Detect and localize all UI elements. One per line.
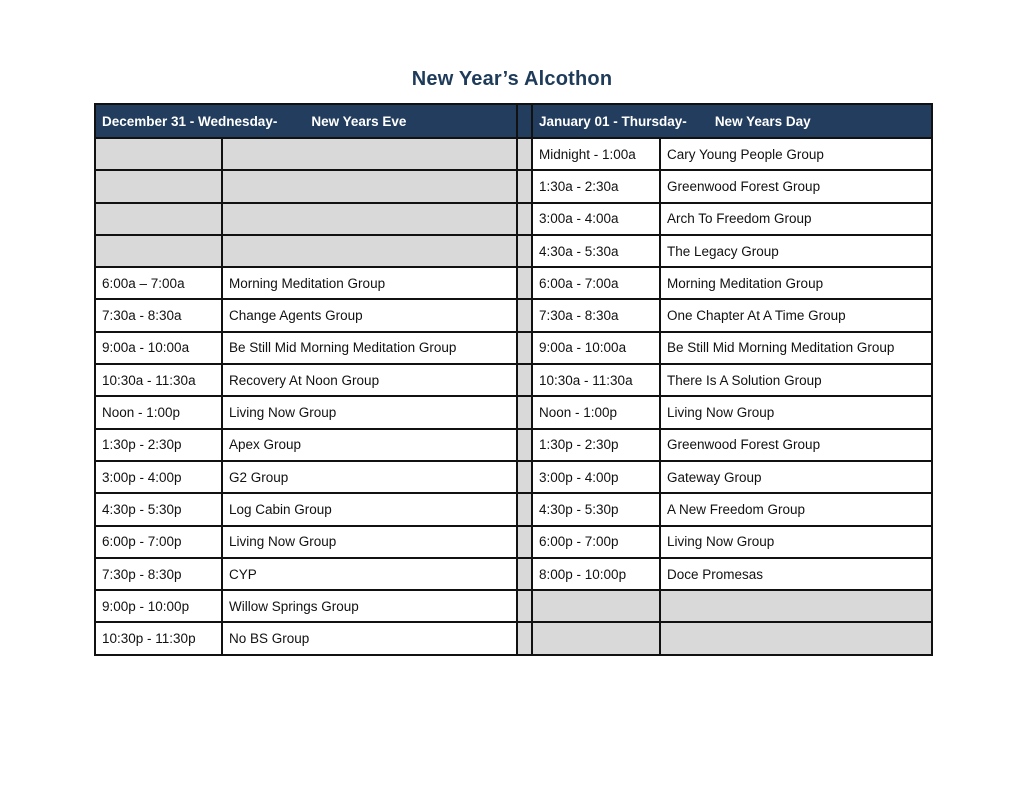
left-group-cell: Recovery At Noon Group — [222, 364, 517, 396]
table-row — [95, 235, 932, 267]
column-divider — [517, 590, 532, 622]
left-time-cell: 7:30p - 8:30p — [95, 558, 222, 590]
right-group-cell: Arch To Freedom Group — [660, 203, 932, 235]
table-row — [95, 461, 932, 493]
left-time-cell — [95, 235, 222, 267]
table-row — [95, 267, 932, 299]
table-row — [95, 622, 932, 654]
column-divider — [517, 235, 532, 267]
table-row — [95, 396, 932, 428]
right-group-cell: Greenwood Forest Group — [660, 429, 932, 461]
right-day-header — [532, 104, 932, 138]
right-group-cell: Living Now Group — [660, 396, 932, 428]
column-divider — [517, 267, 532, 299]
right-group-cell: Cary Young People Group — [660, 138, 932, 170]
left-time-cell: 10:30p - 11:30p — [95, 622, 222, 654]
right-group-cell: Be Still Mid Morning Meditation Group — [660, 332, 932, 364]
right-group-cell: Morning Meditation Group — [660, 267, 932, 299]
column-divider — [517, 170, 532, 202]
right-time-cell: 6:00p - 7:00p — [532, 526, 660, 558]
column-divider — [517, 526, 532, 558]
column-divider — [517, 104, 532, 138]
table-row — [95, 364, 932, 396]
left-group-cell: CYP — [222, 558, 517, 590]
left-time-cell: 9:00a - 10:00a — [95, 332, 222, 364]
left-group-cell: Log Cabin Group — [222, 493, 517, 525]
column-divider — [517, 622, 532, 654]
left-day-date: December 31 - Wednesday- — [102, 113, 278, 129]
left-group-cell: No BS Group — [222, 622, 517, 654]
right-day-label: New Years Day — [714, 113, 811, 129]
right-group-cell: There Is A Solution Group — [660, 364, 932, 396]
page-title: New Year’s Alcothon — [411, 68, 613, 90]
right-time-cell: 6:00a - 7:00a — [532, 267, 660, 299]
right-time-cell: 7:30a - 8:30a — [532, 299, 660, 331]
column-divider — [517, 364, 532, 396]
column-divider — [517, 558, 532, 590]
left-group-cell: Living Now Group — [222, 526, 517, 558]
left-time-cell: 1:30p - 2:30p — [95, 429, 222, 461]
left-time-cell: 7:30a - 8:30a — [95, 299, 222, 331]
right-group-cell: Gateway Group — [660, 461, 932, 493]
right-day-date: January 01 - Thursday- — [539, 113, 687, 129]
right-time-cell: 8:00p - 10:00p — [532, 558, 660, 590]
left-time-cell — [95, 138, 222, 170]
column-divider — [517, 461, 532, 493]
left-group-cell: Willow Springs Group — [222, 590, 517, 622]
table-row — [95, 590, 932, 622]
left-time-cell — [95, 170, 222, 202]
column-divider — [517, 429, 532, 461]
left-time-cell: 9:00p - 10:00p — [95, 590, 222, 622]
right-time-cell — [532, 622, 660, 654]
schedule-table — [94, 103, 933, 656]
right-group-cell: One Chapter At A Time Group — [660, 299, 932, 331]
right-time-cell: 9:00a - 10:00a — [532, 332, 660, 364]
table-row — [95, 203, 932, 235]
right-time-cell: 4:30a - 5:30a — [532, 235, 660, 267]
right-time-cell: 1:30a - 2:30a — [532, 170, 660, 202]
left-group-cell: G2 Group — [222, 461, 517, 493]
table-row — [95, 299, 932, 331]
table-header-row — [95, 104, 932, 138]
left-time-cell: 6:00a – 7:00a — [95, 267, 222, 299]
table-row — [95, 170, 932, 202]
left-group-cell — [222, 138, 517, 170]
right-group-cell — [660, 622, 932, 654]
right-group-cell: Greenwood Forest Group — [660, 170, 932, 202]
left-day-header — [95, 104, 517, 138]
table-row — [95, 558, 932, 590]
right-time-cell: 3:00p - 4:00p — [532, 461, 660, 493]
column-divider — [517, 138, 532, 170]
right-group-cell — [660, 590, 932, 622]
right-time-cell: 3:00a - 4:00a — [532, 203, 660, 235]
table-row — [95, 493, 932, 525]
left-time-cell: 10:30a - 11:30a — [95, 364, 222, 396]
column-divider — [517, 299, 532, 331]
right-time-cell: Noon - 1:00p — [532, 396, 660, 428]
left-time-cell: 3:00p - 4:00p — [95, 461, 222, 493]
left-group-cell — [222, 170, 517, 202]
left-group-cell — [222, 235, 517, 267]
table-row — [95, 526, 932, 558]
left-group-cell: Apex Group — [222, 429, 517, 461]
left-group-cell: Morning Meditation Group — [222, 267, 517, 299]
left-group-cell: Be Still Mid Morning Meditation Group — [222, 332, 517, 364]
left-time-cell: 6:00p - 7:00p — [95, 526, 222, 558]
table-row — [95, 332, 932, 364]
left-group-cell: Living Now Group — [222, 396, 517, 428]
right-time-cell — [532, 590, 660, 622]
left-time-cell: 4:30p - 5:30p — [95, 493, 222, 525]
left-group-cell — [222, 203, 517, 235]
table-row — [95, 138, 932, 170]
column-divider — [517, 396, 532, 428]
right-time-cell: Midnight - 1:00a — [532, 138, 660, 170]
left-time-cell: Noon - 1:00p — [95, 396, 222, 428]
left-day-label: New Years Eve — [311, 113, 407, 129]
right-group-cell: A New Freedom Group — [660, 493, 932, 525]
column-divider — [517, 203, 532, 235]
left-time-cell — [95, 203, 222, 235]
table-row — [95, 429, 932, 461]
right-group-cell: The Legacy Group — [660, 235, 932, 267]
right-time-cell: 10:30a - 11:30a — [532, 364, 660, 396]
right-group-cell: Living Now Group — [660, 526, 932, 558]
left-group-cell: Change Agents Group — [222, 299, 517, 331]
column-divider — [517, 493, 532, 525]
right-time-cell: 1:30p - 2:30p — [532, 429, 660, 461]
right-time-cell: 4:30p - 5:30p — [532, 493, 660, 525]
right-group-cell: Doce Promesas — [660, 558, 932, 590]
column-divider — [517, 332, 532, 364]
